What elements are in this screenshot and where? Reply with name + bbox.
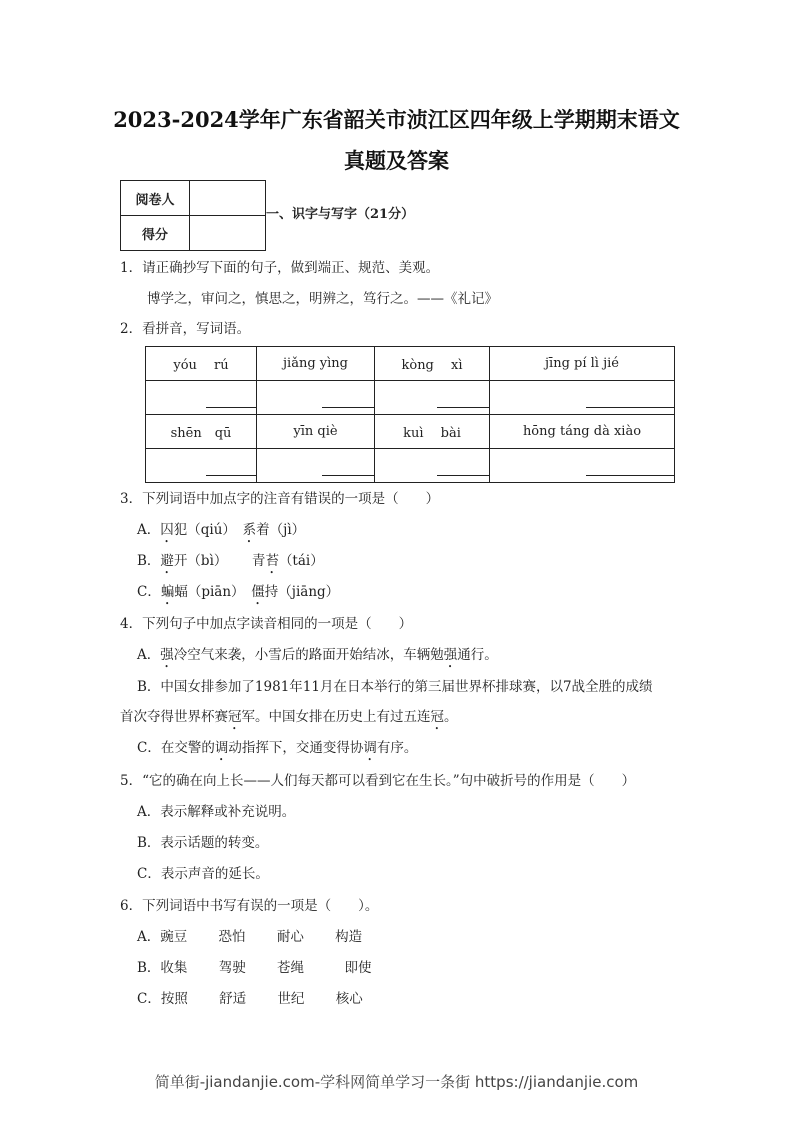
text-segment: 着（jì） — [256, 522, 306, 538]
text-segment: 蝠（piān） — [174, 584, 252, 600]
q5-stem: 5．“它的确在向上长——人们每天都可以看到它在生长。”句中破折号的作用是（ ） — [120, 773, 636, 789]
pinyin-cell: jiǎng yìng — [257, 347, 375, 381]
q4-option-b: B．中国女排参加了1981年11月在日本举行的第三届世界杯排球赛，以7战全胜的成绩 — [137, 679, 653, 695]
dotted-character: 蝙 — [160, 584, 175, 600]
pinyin-cell: yóu rú — [146, 347, 257, 381]
text-segment: 冷空气来袭，小雪后的路面开始结冰，车辆勉 — [173, 647, 444, 663]
dotted-character: 苔 — [265, 553, 279, 569]
q5-option-c: C．表示声音的延长。 — [137, 866, 269, 882]
dotted-character: 冠 — [430, 709, 444, 725]
pinyin-cell: yīn qiè — [257, 415, 375, 449]
dotted-character: 避 — [160, 553, 174, 569]
text-segment: 持（jiāng） — [264, 584, 340, 600]
q6-stem: 6．下列词语中书写有误的一项是（ ）。 — [120, 898, 379, 914]
q4-option-b-cont — [120, 708, 458, 733]
answer-cell[interactable] — [257, 381, 375, 415]
text-segment: 通行。 — [457, 647, 498, 663]
text-segment: 。 — [444, 709, 458, 725]
text-segment: C．在交警的 — [137, 740, 215, 756]
q1-sentence: 博学之，审问之，慎思之，明辨之，笃行之。——《礼记》 — [147, 291, 498, 307]
text-segment: 军。中国女排在历史上有过五连 — [241, 709, 431, 725]
q3-stem: 3．下列词语中加点字的注音有错误的一项是（ ） — [120, 491, 440, 507]
answer-cell[interactable] — [375, 449, 490, 483]
q4-stem: 4．下列句子中加点字读音相同的一项是（ ） — [120, 616, 413, 632]
q4-option-a — [137, 646, 498, 671]
dotted-character: 强 — [443, 647, 458, 663]
dotted-character: 调 — [363, 740, 377, 756]
q3-option-b — [137, 552, 324, 577]
dotted-character: 僵 — [251, 584, 265, 600]
text-segment: 开（bì） 青 — [173, 553, 266, 569]
q5-option-b: B．表示话题的转变。 — [137, 835, 269, 851]
answer-cell[interactable] — [490, 381, 675, 415]
document-title: 2023-2024学年广东省韶关市浈江区四年级上学期期末语文 — [113, 107, 680, 132]
q6-option-b: B．收集 驾驶 苍绳 即使 — [137, 960, 372, 976]
dotted-character: 系 — [242, 522, 257, 538]
answer-cell[interactable] — [490, 449, 675, 483]
answer-cell[interactable] — [146, 381, 257, 415]
footer-watermark: 简单街-jiandanjie.com-学科网简单学习一条街 https://jiandanjie.com — [154, 1073, 639, 1091]
answer-cell[interactable] — [146, 449, 257, 483]
text-segment: 有序。 — [376, 740, 418, 756]
q4-option-c — [137, 739, 417, 764]
text-segment: 动指挥下，交通变得协 — [228, 740, 364, 756]
q5-option-a: A．表示解释或补充说明。 — [137, 804, 296, 820]
q3-option-a — [137, 521, 305, 546]
q6-option-c: C．按照 舒适 世纪 核心 — [137, 991, 363, 1007]
dotted-character: 冠 — [228, 709, 242, 725]
section-heading: 一、识字与写字（21分） — [266, 207, 415, 222]
reviewer-label: 阅卷人 — [121, 181, 190, 216]
pinyin-cell: kòng xì — [375, 347, 490, 381]
text-segment: 犯（qiú） — [173, 522, 243, 538]
answer-cell[interactable] — [257, 449, 375, 483]
q6-option-a: A．豌豆 恐怕 耐心 构造 — [137, 929, 363, 945]
score-cell — [190, 216, 266, 251]
answer-cell[interactable] — [375, 381, 490, 415]
pinyin-cell: hōng táng dà xiào — [490, 415, 675, 449]
score-label: 得分 — [121, 216, 190, 251]
document-title-line2: 真题及答案 — [344, 148, 449, 173]
text-segment: 首次夺得世界杯赛 — [120, 709, 228, 725]
text-segment: A． — [137, 522, 161, 538]
text-segment: A． — [137, 647, 161, 663]
q3-option-c — [137, 583, 339, 608]
dotted-character: 囚 — [160, 522, 174, 538]
q1-stem: 1．请正确抄写下面的句子，做到端正、规范、美观。 — [120, 260, 440, 276]
pinyin-cell: shēn qū — [146, 415, 257, 449]
text-segment: B． — [137, 553, 161, 569]
dotted-character: 调 — [214, 740, 229, 756]
score-table — [120, 180, 266, 251]
text-segment: C． — [137, 584, 161, 600]
pinyin-cell: jīng pí lì jié — [490, 347, 675, 381]
reviewer-cell — [190, 181, 266, 216]
pinyin-cell: kuì bài — [375, 415, 490, 449]
q2-stem: 2．看拼音，写词语。 — [120, 321, 251, 337]
dotted-character: 强 — [160, 647, 174, 663]
text-segment: （tái） — [278, 553, 324, 569]
pinyin-table — [145, 346, 675, 483]
